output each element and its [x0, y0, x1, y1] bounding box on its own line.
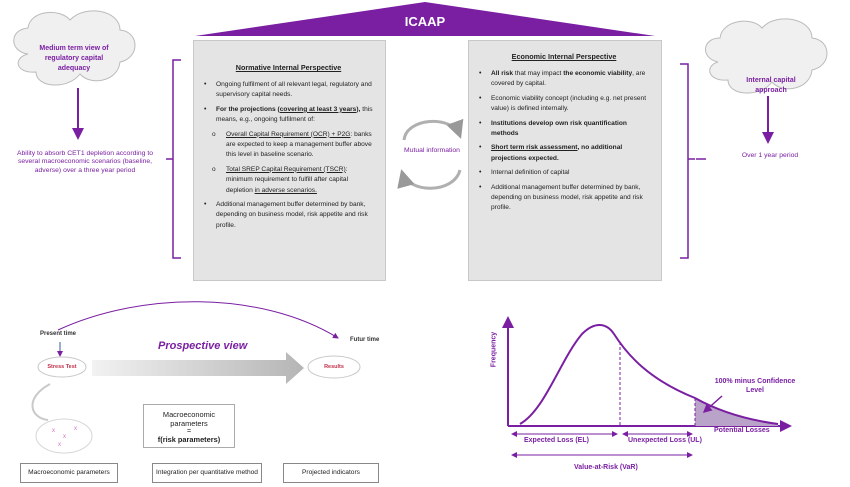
economic-bullet-1: • All risk that may impact the economic viability, are covered by capital. [477, 69, 651, 90]
prospective-view-title: Prospective view [158, 340, 248, 352]
results-label: Results [324, 364, 344, 370]
stress-test-label: Stress Test [47, 364, 77, 370]
normative-sub-2: o Total SREP Capital Requirement (TSCR): minimum requirement to fulfill after capital depletion in adverse scenarios. [202, 165, 375, 196]
formula-line-1: Macroeconomic parameters [162, 410, 216, 428]
unexpected-loss-label: Unexpected Loss (UL) [628, 437, 702, 444]
loss-curve [520, 325, 778, 424]
right-note: Over 1 year period [741, 152, 799, 159]
present-time-label: Present time [40, 331, 77, 337]
svg-text:x: x [52, 428, 55, 434]
mutual-cycle-top [404, 121, 460, 140]
left-bracket [166, 60, 181, 258]
economic-bullet-3: • Institutions develop own risk quantification methods [477, 119, 651, 140]
confidence-level-label: 100% minus Confidence Level [714, 378, 796, 394]
right-cloud-text: Internal capital approach [746, 77, 796, 94]
var-label: Value-at-Risk (VaR) [574, 464, 638, 471]
svg-text:x: x [74, 426, 77, 432]
normative-bullet-3: • Additional management buffer determined by bank, depending on business model, risk appetite and risk profile. [202, 200, 375, 231]
expected-loss-label: Expected Loss (EL) [524, 437, 589, 444]
integration-box: Integration per quantitative method [152, 463, 262, 483]
svg-text:x: x [58, 442, 61, 448]
normative-bullet-1: • Ongoing fulfilment of all relevant legal, regulatory and supervisory capital needs. [202, 80, 375, 101]
return-arc [32, 384, 50, 420]
mutual-information-label: Mutual information [404, 147, 460, 154]
right-bracket [680, 64, 695, 258]
economic-panel [468, 40, 662, 281]
economic-bullet-5: • Internal definition of capital [477, 168, 651, 178]
normative-panel [193, 40, 386, 281]
projected-indicators-box: Projected indicators [283, 463, 379, 483]
economic-bullet-4: • Short term risk assessment, no additional projections expected. [477, 143, 651, 164]
timeline-arc [58, 302, 338, 338]
formula-box [143, 404, 235, 448]
prospective-arrow [92, 352, 304, 384]
left-note: Ability to absorb CET1 depletion according to several macroeconomic scenarios (baseline, adverse) over a three year period [16, 150, 153, 174]
left-cloud-text: Medium term view of regulatory capital adequacy [39, 45, 109, 72]
formula-equals: = [186, 428, 192, 435]
normative-bullet-2: • For the projections (covering at least 3 years), this means, e.g., ongoing fulfilment of: [202, 105, 375, 126]
formula-line-2: f(risk parameters) [157, 435, 221, 444]
macro-parameters-box: Macroeconomic parameters [20, 463, 118, 483]
normative-title: Normative Internal Perspective [235, 63, 342, 72]
normative-sub-1: o Overall Capital Requirement (OCR) + P2G: banks are expected to keep a management buffer above this level in baseline scenario. [202, 130, 375, 161]
economic-bullet-2: • Economic viability concept (including e.g. net present value) is defined internally. [477, 94, 651, 115]
icaap-title: ICAAP [404, 14, 446, 29]
mutual-cycle-bottom [402, 170, 460, 188]
frequency-axis-label: Frequency [490, 331, 498, 368]
economic-title: Economic Internal Perspective [511, 52, 617, 61]
potential-losses-label: Potential Losses [714, 427, 770, 434]
futur-time-label: Futur time [350, 337, 380, 343]
economic-bullet-6: • Additional management buffer determined by bank, depending on business model, risk appetite and risk profile. [477, 183, 651, 214]
svg-text:x: x [63, 434, 66, 440]
